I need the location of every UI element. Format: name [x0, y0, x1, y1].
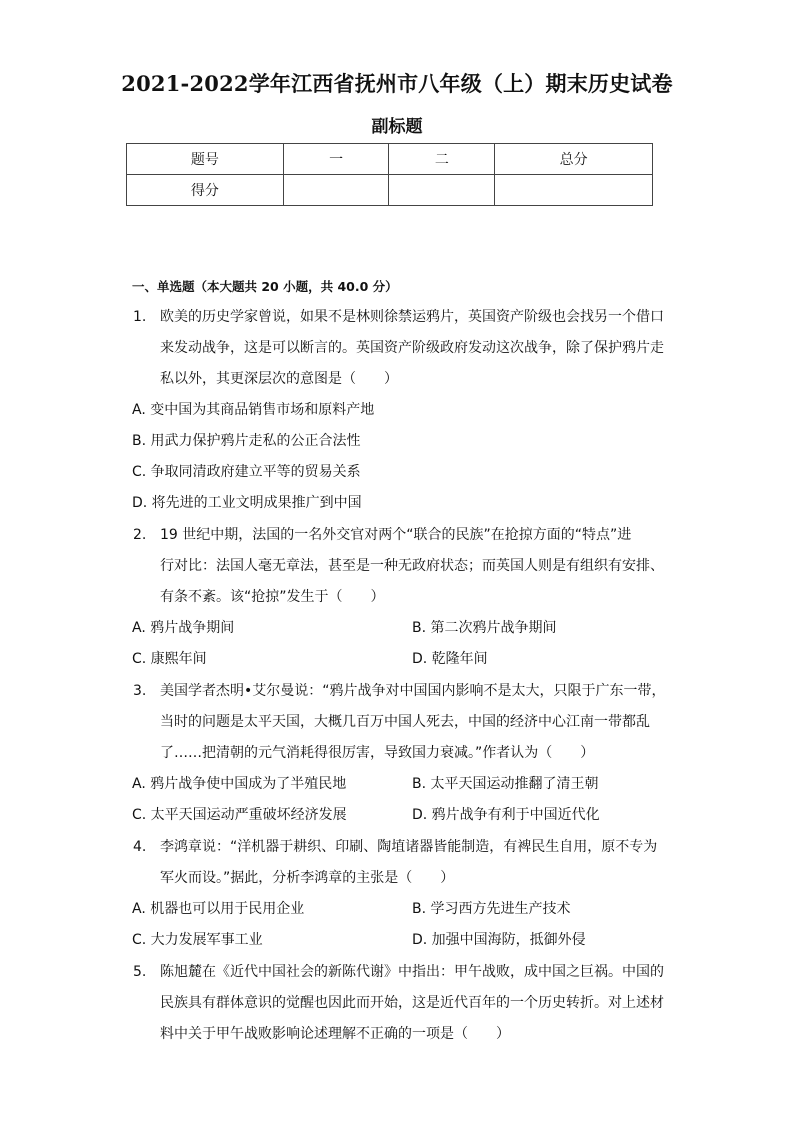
stem-line-row [132, 333, 672, 364]
question-stem [132, 676, 672, 707]
score-table [126, 143, 653, 206]
score-header-cell: 一 [283, 144, 389, 175]
question-2 [132, 520, 672, 675]
stem-line: 军火而设。”据此，分析李鸿章的主张是（ ） [160, 870, 455, 886]
stem-line: 私以外，其更深层次的意图是（ ） [160, 371, 398, 387]
question-number: 2. [133, 527, 147, 543]
question-1 [132, 302, 672, 519]
section-heading: 一、单选题（本大题共 20 小题，共 40.0 分） [132, 279, 398, 294]
option-a[interactable]: A. 鸦片战争期间 [132, 620, 235, 636]
stem-line: 来发动战争，这是可以断言的。英国资产阶级政府发动这次战争，除了保护鸦片走 [160, 340, 664, 356]
score-table-header-row [127, 144, 653, 175]
option-a[interactable]: A. 机器也可以用于民用企业 [132, 901, 305, 917]
option-d[interactable]: D. 将先进的工业文明成果推广到中国 [132, 495, 362, 511]
stem-line: 欧美的历史学家曾说，如果不是林则徐禁运鸦片，英国资产阶级也会找另一个借口 [160, 309, 664, 325]
option-d[interactable]: D. 加强中国海防，抵御外侵 [412, 932, 586, 948]
stem-line: 19 世纪中期，法国的一名外交官对两个“联合的民族”在抢掠方面的“特点”进 [160, 527, 632, 543]
option-c[interactable]: C. 争取同清政府建立平等的贸易关系 [132, 464, 361, 480]
stem-line-row [132, 582, 672, 613]
option-b[interactable]: B. 学习西方先进生产技术 [412, 901, 571, 917]
question-stem [132, 302, 672, 333]
option-b[interactable]: B. 第二次鸦片战争期间 [412, 620, 557, 636]
option-c[interactable]: C. 康熙年间 [132, 651, 207, 667]
stem-line: 行对比：法国人毫无章法，甚至是一种无政府状态；而英国人则是有组织有安排、 [160, 558, 664, 574]
question-number: 3. [133, 683, 147, 699]
stem-line-row [132, 988, 672, 1019]
stem-line: 有条不紊。该“抢掠”发生于（ ） [160, 589, 385, 605]
question-number: 5. [133, 964, 147, 980]
question-stem [132, 957, 672, 988]
option-d[interactable]: D. 鸦片战争有利于中国近代化 [412, 807, 600, 823]
score-table-row [127, 175, 653, 206]
question-3 [132, 676, 672, 831]
stem-line-row [132, 1019, 672, 1050]
option-row [132, 925, 672, 956]
question-stem [132, 520, 672, 551]
stem-line-row [132, 364, 672, 395]
stem-line-row [132, 707, 672, 738]
question-number: 4. [133, 839, 147, 855]
option-d[interactable]: D. 乾隆年间 [412, 651, 488, 667]
score-header-cell: 题号 [127, 144, 284, 175]
question-4 [132, 832, 672, 956]
question-number: 1. [133, 309, 147, 325]
stem-line: 民族具有群体意识的觉醒也因此而开始，这是近代百年的一个历史转折。对上述材 [160, 995, 664, 1011]
score-cell[interactable] [389, 175, 495, 206]
stem-line: 了……把清朝的元气消耗得很厉害，导致国力衰减。”作者认为（ ） [160, 745, 595, 761]
score-cell[interactable] [495, 175, 653, 206]
question-5 [132, 957, 672, 1050]
option-row [132, 800, 672, 831]
score-header-cell: 二 [389, 144, 495, 175]
option-a[interactable]: A. 鸦片战争使中国成为了半殖民地 [132, 776, 347, 792]
option-c[interactable]: C. 大力发展军事工业 [132, 932, 263, 948]
score-header-cell: 总分 [495, 144, 653, 175]
score-row-label: 得分 [127, 175, 284, 206]
stem-line-row [132, 738, 672, 769]
exam-subtitle: 副标题 [371, 117, 423, 137]
option-b[interactable]: B. 用武力保护鸦片走私的公正合法性 [132, 433, 361, 449]
stem-line: 美国学者杰明•艾尔曼说：“鸦片战争对中国国内影响不是太大，只限于广东一带， [160, 683, 666, 699]
stem-line: 李鸿章说：“洋机器于耕织、印刷、陶埴诸器皆能制造，有裨民生自用，原不专为 [160, 839, 658, 855]
stem-line: 料中关于甲午战败影响论述理解不正确的一项是（ ） [160, 1026, 510, 1042]
stem-line: 陈旭麓在《近代中国社会的新陈代谢》中指出：甲午战败，成中国之巨祸。中国的 [160, 964, 664, 980]
question-stem [132, 832, 672, 863]
stem-line-row [132, 551, 672, 582]
option-a[interactable]: A. 变中国为其商品销售市场和原料产地 [132, 402, 375, 418]
exam-title: 2021-2022学年江西省抚州市八年级（上）期末历史试卷 [121, 71, 673, 96]
stem-line: 当时的问题是太平天国，大概几百万中国人死去，中国的经济中心江南一带都乱 [160, 714, 650, 730]
option-row [132, 769, 672, 800]
stem-line-row [132, 863, 672, 894]
score-cell[interactable] [283, 175, 389, 206]
option-row [132, 894, 672, 925]
option-row [132, 644, 672, 675]
option-row [132, 613, 672, 644]
option-b[interactable]: B. 太平天国运动推翻了清王朝 [412, 776, 599, 792]
option-c[interactable]: C. 太平天国运动严重破坏经济发展 [132, 807, 347, 823]
